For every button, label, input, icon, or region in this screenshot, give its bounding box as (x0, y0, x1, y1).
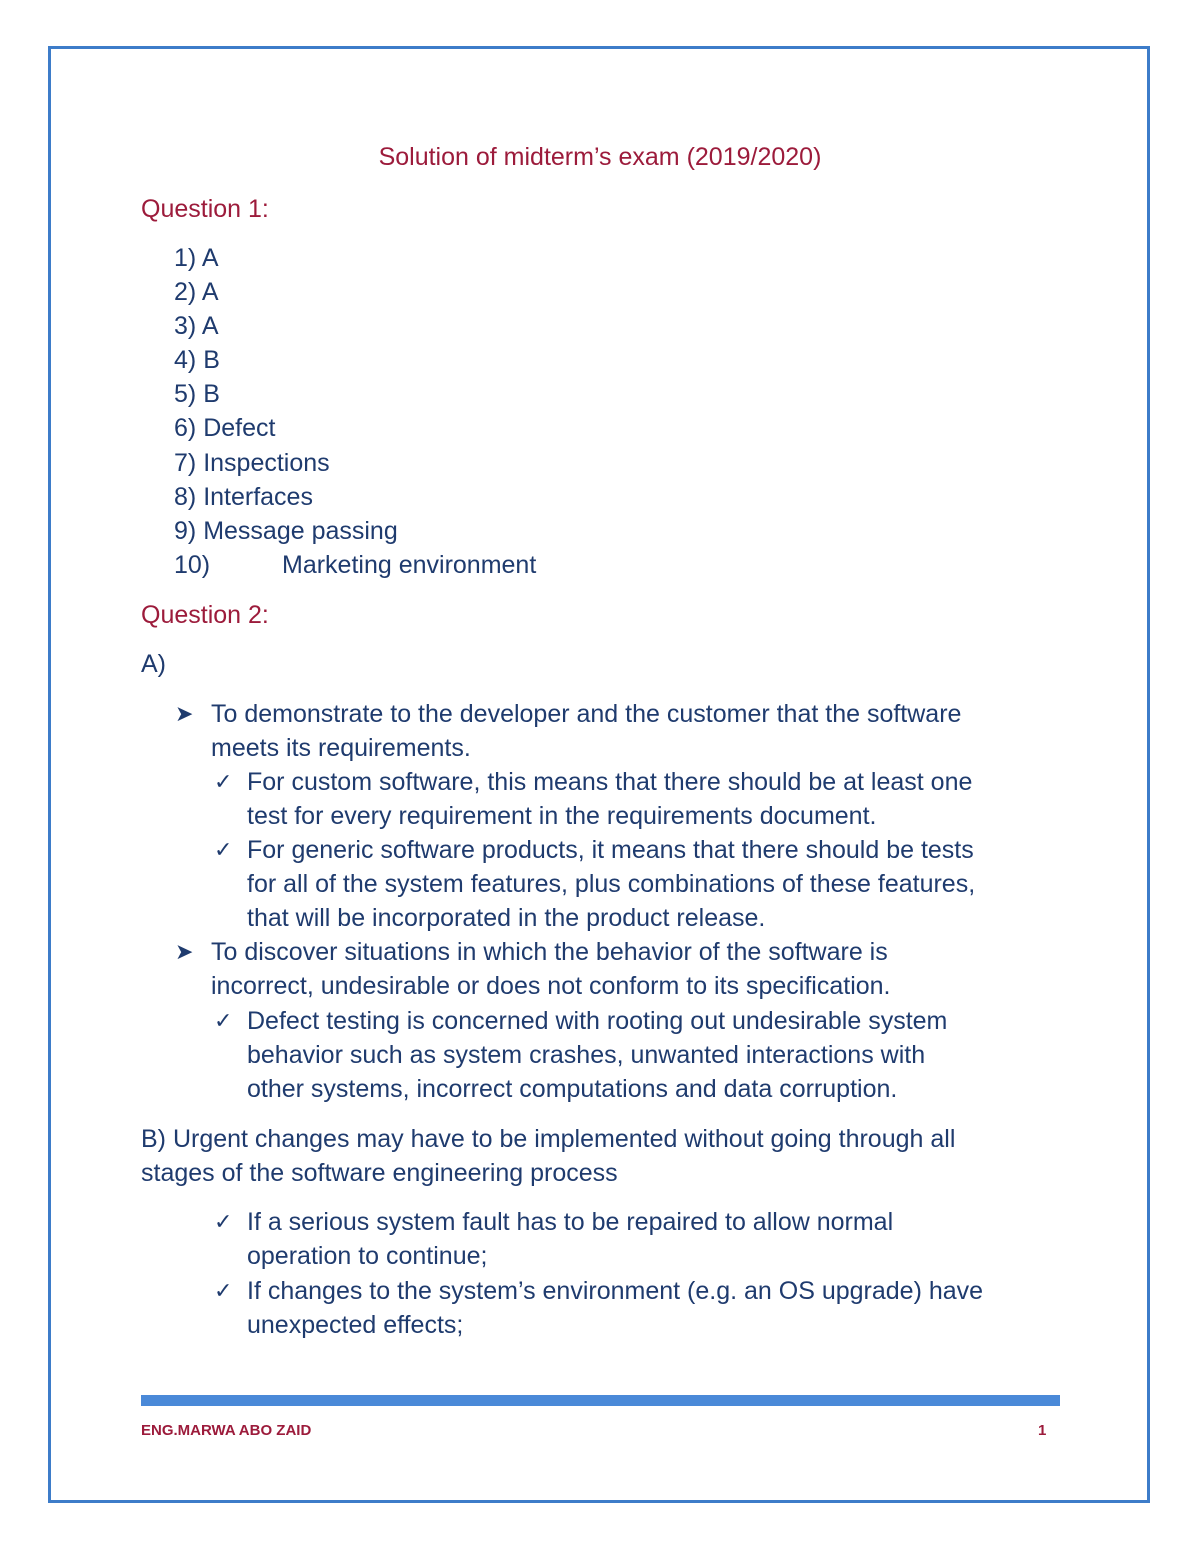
part-a-label: A) (141, 650, 166, 678)
check-text: If changes to the system’s environment (e.g. an OS upgrade) have (247, 1277, 984, 1305)
check-text: operation to continue; (247, 1242, 488, 1270)
question-1-heading: Question 1: (141, 195, 269, 223)
check-text: behavior such as system crashes, unwanted interactions with (247, 1041, 926, 1069)
list-item: 9) Message passing (174, 517, 398, 545)
page-number: 1 (1038, 1422, 1047, 1439)
list-item: 8) Interfaces (174, 483, 313, 511)
check-text: Defect testing is concerned with rooting out undesirable system (247, 1007, 948, 1035)
bullet-text: meets its requirements. (211, 734, 471, 762)
list-item: 2) A (174, 278, 219, 306)
footer-author: ENG.MARWA ABO ZAID (141, 1422, 312, 1439)
check-text: For generic software products, it means that there should be tests (247, 836, 974, 864)
check-text: for all of the system features, plus combinations of these features, (247, 870, 976, 898)
checkmark-icon: ✓ (214, 1278, 233, 1303)
list-item: 5) B (174, 380, 220, 408)
checkmark-icon: ✓ (214, 769, 233, 794)
list-item: 4) B (174, 346, 220, 374)
page-title: Solution of midterm’s exam (2019/2020) (378, 143, 822, 171)
arrow-bullet-icon: ➤ (175, 701, 194, 726)
part-b-text: B) Urgent changes may have to be implemented without going through all (141, 1125, 956, 1153)
question-2-heading: Question 2: (141, 601, 269, 629)
check-text: For custom software, this means that there should be at least one (247, 768, 973, 796)
footer-bar (141, 1395, 1060, 1406)
bullet-text: incorrect, undesirable or does not conform to its specification. (211, 972, 891, 1000)
list-item: 7) Inspections (174, 449, 330, 477)
check-text: test for every requirement in the requirements document. (247, 802, 877, 830)
part-b-text: stages of the software engineering process (141, 1159, 618, 1187)
checkmark-icon: ✓ (214, 1209, 233, 1234)
arrow-bullet-icon: ➤ (175, 939, 194, 964)
check-text: that will be incorporated in the product release. (247, 904, 766, 932)
list-item: 6) Defect (174, 414, 276, 442)
list-item: 1) A (174, 244, 219, 272)
check-text: other systems, incorrect computations and data corruption. (247, 1075, 898, 1103)
list-item: 3) A (174, 312, 219, 340)
bullet-text: To discover situations in which the behavior of the software is (211, 938, 888, 966)
checkmark-icon: ✓ (214, 1008, 233, 1033)
check-text: unexpected effects; (247, 1311, 464, 1339)
bullet-text: To demonstrate to the developer and the customer that the software (211, 700, 962, 728)
checkmark-icon: ✓ (214, 837, 233, 862)
check-text: If a serious system fault has to be repaired to allow normal (247, 1208, 894, 1236)
list-item: 10) Marketing environment (174, 551, 537, 579)
